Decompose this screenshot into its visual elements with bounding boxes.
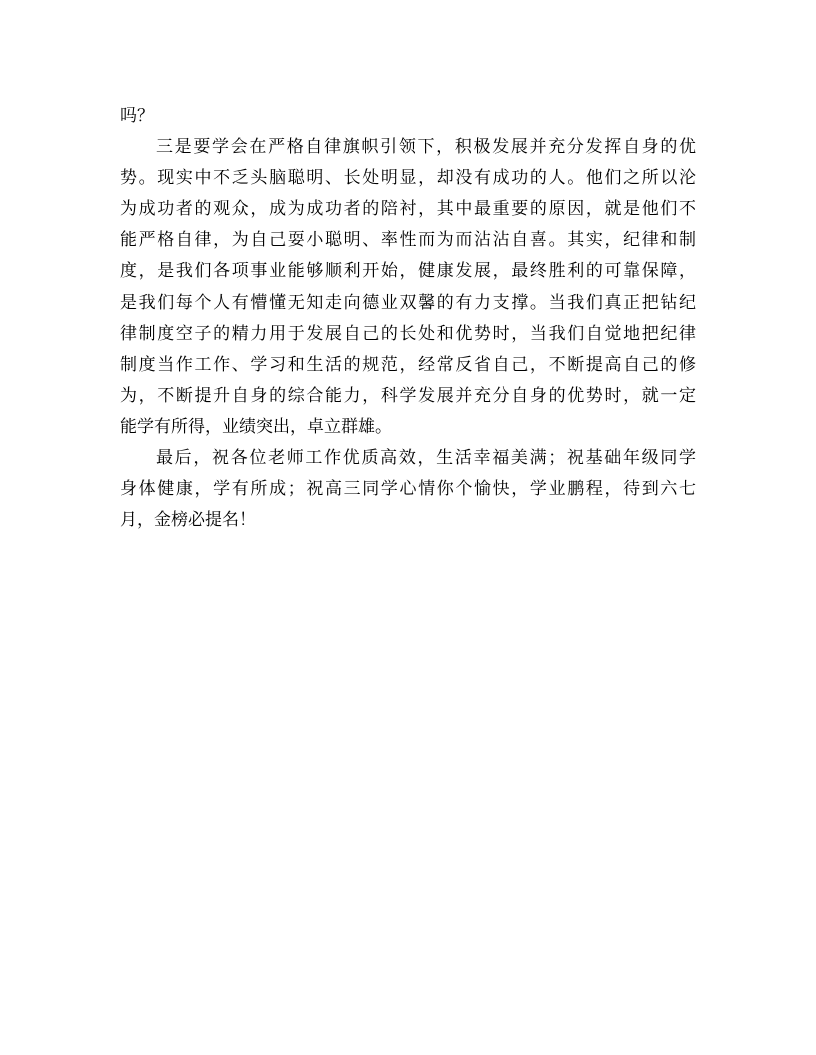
paragraph-start-line: 三是要学会在严格自律旗帜引领下，积极发展并充分发挥自身的优	[156, 137, 696, 158]
text-line: 能严格自律，为自己耍小聪明、率性而为而沾沾自喜。其实，纪律和制	[120, 230, 696, 251]
text-line: 能学有所得，业绩突出，卓立群雄。	[120, 416, 392, 437]
text-line: 为成功者的观众，成为成功者的陪衬，其中最重要的原因，就是他们不	[120, 199, 696, 220]
text-line: 吗？	[120, 106, 154, 126]
text-line: 身体健康，学有所成；祝高三同学心情你个愉快，学业鹏程，待到六七	[120, 479, 696, 500]
text-line: 月，金榜必提名！	[120, 510, 256, 531]
text-line: 为，不断提升自身的综合能力，科学发展并充分自身的优势时，就一定	[120, 385, 696, 406]
text-line: 势。现实中不乏头脑聪明、长处明显，却没有成功的人。他们之所以沦	[120, 168, 696, 189]
text-line: 律制度空子的精力用于发展自己的长处和优势时，当我们自觉地把纪律	[120, 323, 696, 344]
text-line: 度，是我们各项事业能够顺利开始，健康发展，最终胜利的可靠保障，	[120, 261, 696, 282]
paragraph-start-line: 最后，祝各位老师工作优质高效，生活幸福美满；祝基础年级同学	[156, 448, 696, 469]
text-line: 制度当作工作、学习和生活的规范，经常反省自己，不断提高自己的修	[120, 354, 696, 375]
body-text	[120, 101, 696, 536]
text-line: 是我们每个人有懵懂无知走向德业双馨的有力支撑。当我们真正把钻纪	[120, 292, 696, 313]
